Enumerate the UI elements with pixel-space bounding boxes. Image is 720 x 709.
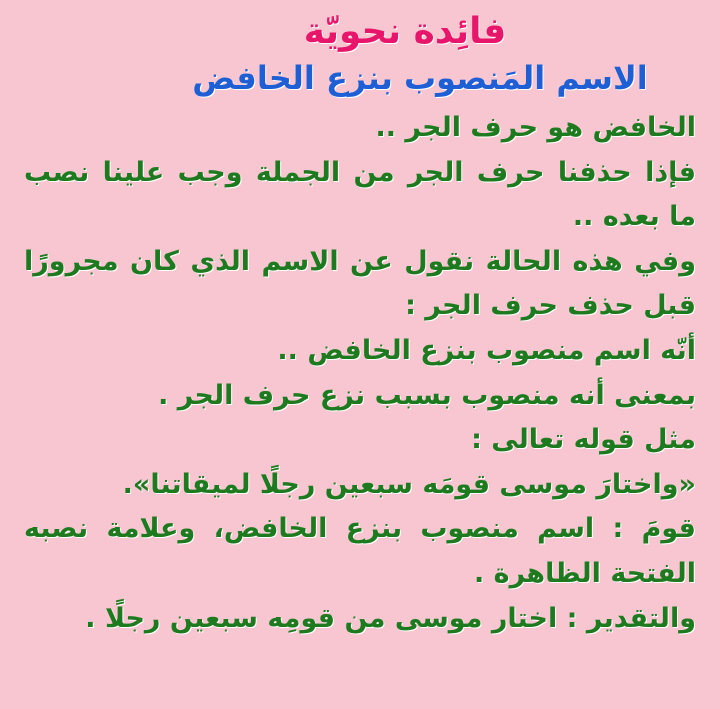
- body-line-4: وفي هذه الحالة نقول عن الاسم الذي كان مجرورًا: [24, 245, 696, 277]
- body-line-9: «واختارَ موسى قومَه سبعين رجلًا لميقاتنا».: [122, 468, 696, 500]
- body-line-12: والتقدير : اختار موسى من قومِه سبعين رجلًا .: [85, 602, 696, 634]
- body-line-5: قبل حذف حرف الجر :: [405, 290, 696, 322]
- page-title: فائِدة نحويّة: [303, 11, 507, 52]
- body-line-7: بمعنى أنه منصوب بسبب نزع حرف الجر .: [158, 379, 696, 411]
- body-line-8: مثل قوله تعالى :: [471, 424, 696, 456]
- body-line-2: فإذا حذفنا حرف الجر من الجملة وجب علينا نصب: [24, 156, 696, 188]
- body-text: [24, 106, 696, 641]
- body-line-1: الخافض هو حرف الجر ..: [375, 112, 696, 143]
- body-line-10: قومَ : اسم منصوب بنزع الخافض، وعلامة نصبه: [24, 513, 696, 545]
- body-line-11: الفتحة الظاهرة .: [473, 557, 696, 589]
- body-line-6: أنّه اسم منصوب بنزع الخافض ..: [277, 334, 696, 366]
- body-line-3: ما بعده ..: [572, 201, 696, 233]
- page-subtitle: الاسم المَنصوب بنزع الخافض: [192, 59, 648, 97]
